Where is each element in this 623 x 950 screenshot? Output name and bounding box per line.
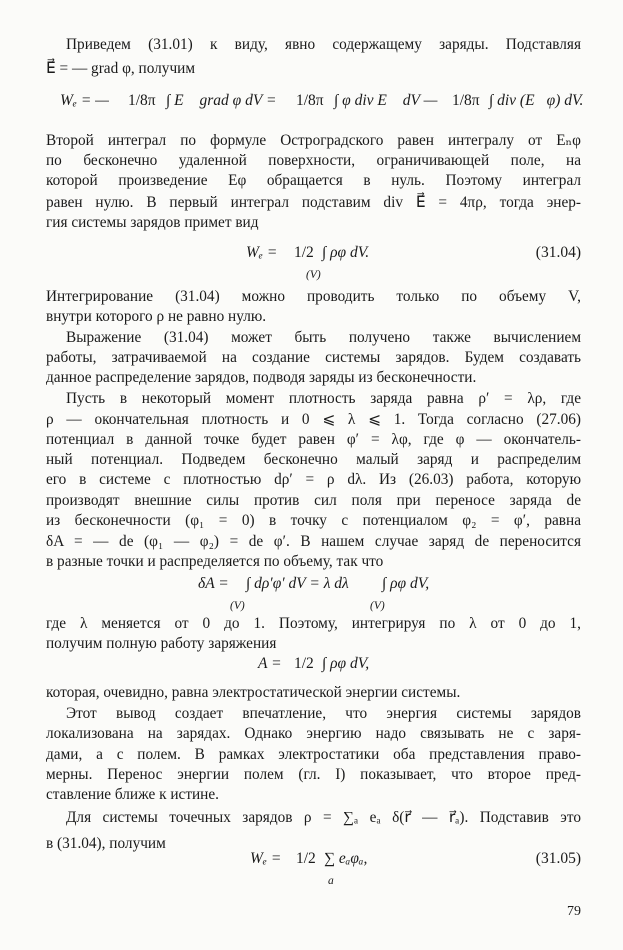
equation-part: ∫ dρ′φ′ dV = λ dλ [246,575,349,592]
equation-part: Wₑ = [246,244,278,261]
equation-part: ∑ eₐφₐ, [324,850,368,867]
text-line: мерны. Перенос энергии полем (гл. I) показывает, что второе пред- [46,766,581,783]
text-line: равен нулю. В первый интеграл подставим div E⃗ = 4πρ, тогда энер- [46,194,581,211]
text-line: ставление ближе к истине. [46,786,219,803]
text-line: где λ меняется от 0 до 1. Поэтому, интегрируя по λ от 0 до 1, [46,615,581,632]
integration-domain: (V) [306,269,321,281]
summation-index: a [328,875,334,887]
text-line: E⃗ = — grad φ, получим [46,60,196,77]
text-line: Выражение (31.04) может быть получено также вычислением [66,329,581,346]
equation-part: ∫ E⃗ grad φ dV = [166,92,277,109]
text-line: производят внешние силы против сил поля при переносе заряда de [46,492,581,509]
text-line: ρ — окончательная плотность и 0 ⩽ λ ⩽ 1. Тогда согласно (27.06) [46,411,581,428]
text-line: из бесконечности (φ₁ = 0) в точку с потенциалом φ₂ = φ′, равна [46,512,581,529]
text-line: гия системы зарядов примет вид [46,214,259,231]
equation-part: ∫ ρφ dV, [322,655,370,672]
text-line: Второй интеграл по формуле Остроградского равен интегралу от Eₙφ [46,132,581,149]
text-line: Этот вывод создает впечатление, что энергия системы зарядов [66,705,581,722]
equation-part: ∫ ρφ dV. [322,244,370,261]
text-line: Приведем (31.01) к виду, явно содержащему заряды. Подставляя [66,36,581,53]
text-line: δA = — de (φ₁ — φ₂) = de φ′. В нашем случае заряд de переносится [46,533,581,550]
text-line: получим полную работу заряжения [46,635,277,652]
equation-part: δA = [198,575,229,592]
equation-work [46,573,581,613]
text-line: в (31.04), получим [46,835,166,852]
equation-part: Wₑ = [250,850,282,867]
text-line: в разные точки и распределяется по объему, так что [46,553,384,570]
equation-part: Wₑ = — [60,92,109,109]
equation-part: ∫ φ div E⃗ dV — [334,92,438,109]
text-line: Для системы точечных зарядов ρ = ∑ₐ eₐ δ(r⃗ — r⃗ₐ). Подставив это [66,809,581,826]
integration-domain: (V) [370,600,385,612]
equation-number: (31.04) [535,244,581,261]
page-number: 79 [567,904,581,919]
fraction: 1/2 [294,244,314,261]
text-line: работы, затрачиваемой на создание системы зарядов. Будем создавать [46,349,581,366]
text-line: данное распределение зарядов, подводя заряды из бесконечности. [46,369,477,386]
fraction: 1/8π [296,92,324,109]
text-line: его в системе с плотностью dρ′ = ρ dλ. Из (26.03) работа, которую [46,471,581,488]
text-line: по бесконечно удаленной поверхности, ограничивающей поле, на [46,152,581,169]
fraction: 1/2 [294,655,314,672]
equation-part: ∫ ρφ dV, [382,575,430,592]
text-line: потенциал в данной точке будет равен φ′ = λφ, где φ — окончатель- [46,431,581,448]
equation-number: (31.05) [535,850,581,867]
equation-part: A = [258,655,282,672]
fraction: 1/8π [128,92,156,109]
text-line: Пусть в некоторый момент плотность заряда равна ρ′ = λρ, где [66,390,581,407]
text-line: ный потенциал. Подведем бесконечно малый заряд и распределим [46,451,581,468]
equation-part: ∫ div (E⃗φ) dV. [489,92,584,109]
equation-31-05 [46,848,581,888]
equation-31-04 [46,242,581,282]
text-line: внутри которого ρ не равно нулю. [46,308,267,325]
text-line: дами, а с полем. В рамках электростатики оба представления право- [46,746,581,763]
text-line: Интегрирование (31.04) можно проводить только по объему V, [46,288,581,305]
fraction: 1/2 [296,850,316,867]
text-line: локализована на зарядах. Однако энергию надо связывать не с заря- [46,725,581,742]
text-line: которой произведение Eφ обращается в нуль. Поэтому интеграл [46,172,581,189]
fraction: 1/8π [452,92,480,109]
text-line: которая, очевидно, равна электростатической энергии системы. [46,684,461,701]
integration-domain: (V) [230,600,245,612]
